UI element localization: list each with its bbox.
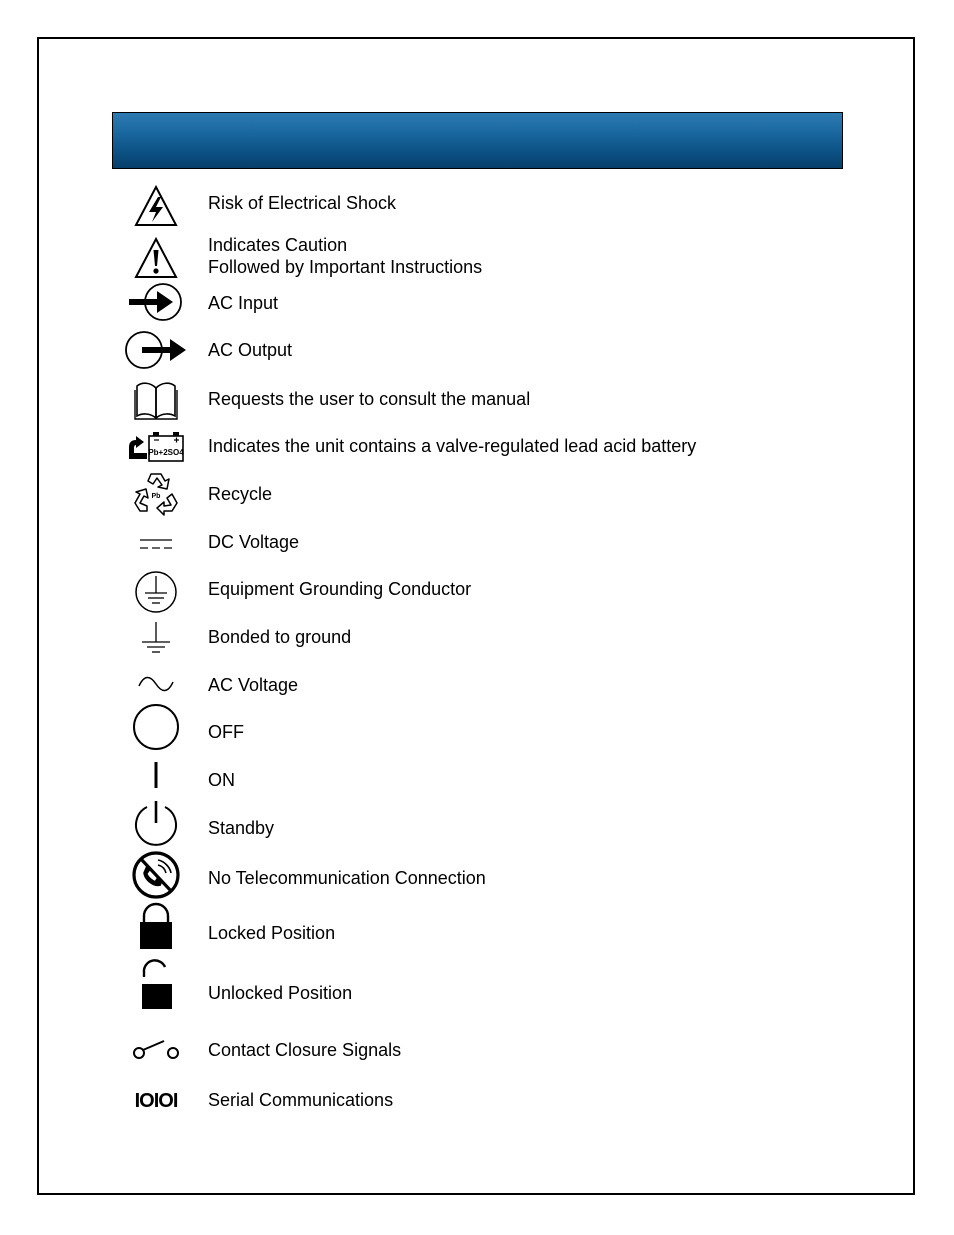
symbol-row (112, 702, 812, 752)
symbol-row (112, 378, 812, 422)
symbol-label-secondary: Followed by Important Instructions (208, 257, 483, 277)
symbol-row (112, 570, 812, 614)
ac-output-arrow-icon (126, 330, 186, 370)
serial-comm-icon (126, 1080, 186, 1120)
symbol-label: Risk of Electrical Shock (208, 193, 397, 213)
symbol-label: Requests the user to consult the manual (208, 389, 531, 409)
symbol-row (112, 524, 812, 564)
symbol-row (112, 664, 812, 704)
symbol-row (112, 850, 812, 900)
symbol-label: AC Output (208, 340, 293, 360)
symbol-row (112, 756, 812, 794)
battery-formula-text: Pb+2SO4 (148, 448, 184, 457)
lock-open-icon (126, 956, 186, 1012)
symbol-label: Indicates Caution (208, 235, 348, 255)
section-header-bar (112, 112, 843, 169)
caution-exclamation-icon (126, 230, 186, 286)
symbol-row (112, 330, 812, 370)
ac-input-arrow-icon (126, 282, 186, 322)
symbol-row (112, 1030, 812, 1070)
symbol-row (112, 468, 812, 520)
recycle-pb-text: Pb (151, 493, 161, 500)
equipment-ground-icon (126, 570, 186, 614)
symbol-label: Equipment Grounding Conductor (208, 579, 472, 599)
no-telephone-icon (126, 850, 186, 900)
symbol-row (112, 178, 812, 234)
symbol-label: No Telecommunication Connection (208, 868, 486, 888)
standby-power-icon (126, 798, 186, 848)
symbol-label: Serial Communications (208, 1090, 394, 1110)
symbol-label: AC Input (208, 293, 279, 313)
serial-comm-text: IOIOI (134, 1090, 178, 1112)
symbol-label: Recycle (208, 484, 273, 504)
dc-voltage-icon (126, 524, 186, 564)
recycle-icon (126, 468, 186, 520)
symbol-row (112, 956, 812, 1012)
on-bar-icon (126, 756, 186, 794)
symbol-label: Standby (208, 818, 275, 838)
symbol-row (112, 1080, 812, 1120)
symbol-label: Contact Closure Signals (208, 1040, 402, 1060)
symbol-row (112, 426, 812, 466)
symbol-row (112, 902, 812, 952)
symbol-row (112, 798, 812, 848)
ac-voltage-sine-icon (126, 664, 186, 704)
symbol-label: OFF (208, 722, 244, 742)
symbol-label: ON (208, 770, 235, 790)
symbol-label: AC Voltage (208, 675, 299, 695)
lock-closed-icon (126, 902, 186, 952)
contact-switch-icon (126, 1030, 186, 1070)
symbol-label: Unlocked Position (208, 983, 353, 1003)
symbol-label: Locked Position (208, 923, 336, 943)
symbol-row (112, 618, 812, 660)
ground-icon (126, 618, 186, 660)
symbol-row (112, 230, 812, 282)
electrical-shock-warning-icon (126, 178, 186, 234)
symbol-row (112, 282, 812, 322)
off-circle-icon (126, 702, 186, 752)
open-book-manual-icon (126, 378, 186, 422)
symbol-label: Indicates the unit contains a valve-regulated lead acid battery (208, 436, 697, 456)
symbol-label: Bonded to ground (208, 627, 352, 647)
lead-acid-battery-icon (126, 426, 186, 466)
symbol-label: DC Voltage (208, 532, 300, 552)
